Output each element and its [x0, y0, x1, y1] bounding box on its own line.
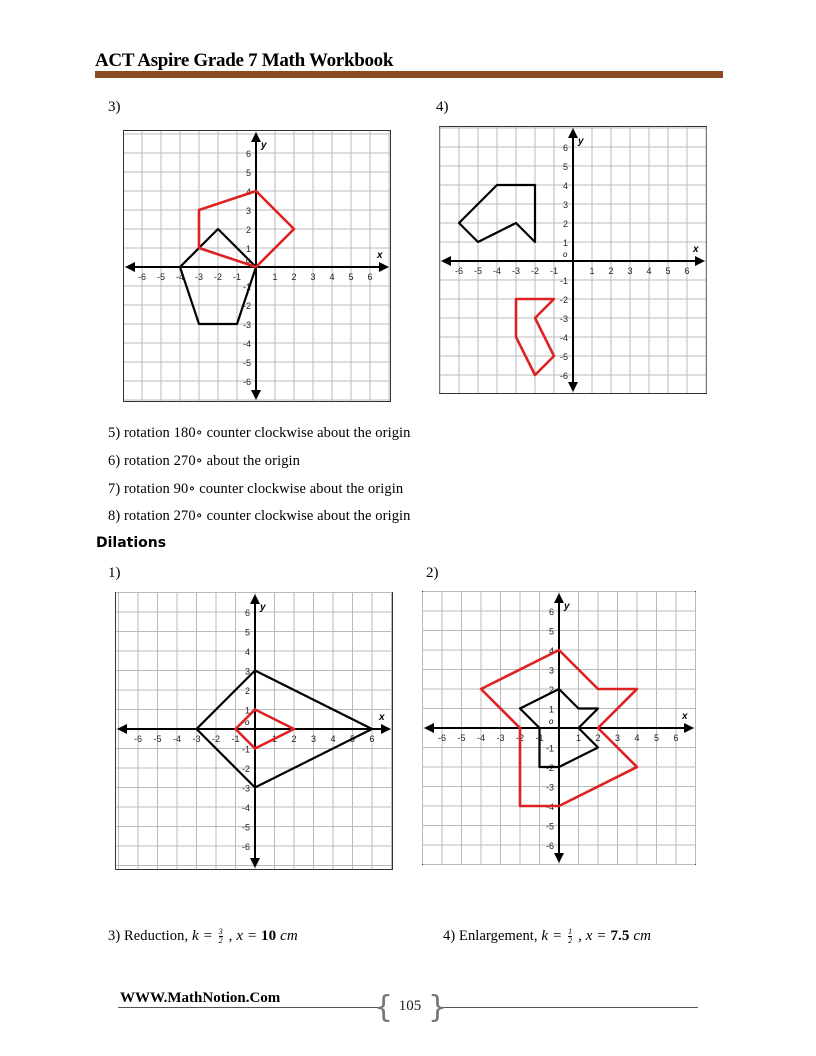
x-tick-label: 4 [329, 272, 335, 282]
x-tick-label: 4 [646, 266, 652, 276]
x-tick-label: 1 [271, 734, 278, 744]
y-axis-label: y [578, 136, 584, 147]
x-tick-label: 1 [272, 272, 278, 282]
y-tick-label: -2 [545, 763, 554, 773]
x-tick-label: -5 [457, 733, 466, 743]
y-tick-label: 6 [245, 149, 251, 159]
x-tick-label: 2 [291, 272, 297, 282]
y-tick-label: 3 [245, 206, 251, 216]
origin-label: o [563, 250, 568, 259]
graph-dilation-1 [115, 592, 393, 870]
y-tick-label: 4 [244, 647, 250, 657]
graph-dilation-2 [422, 591, 696, 865]
y-axis-label: y [261, 140, 267, 151]
x-axis-label: x [682, 711, 688, 722]
x-tick-label: 1 [575, 733, 582, 743]
y-tick-label: 1 [562, 238, 568, 248]
x-tick-label: 6 [367, 272, 373, 282]
y-tick-label: -3 [242, 320, 251, 330]
x-tick-label: 5 [348, 272, 354, 282]
x-tick-label: -2 [515, 733, 525, 743]
x-tick-label: 4 [330, 734, 336, 744]
y-tick-label: 3 [562, 200, 568, 210]
dilation-q3-x: , x = [228, 928, 258, 944]
answer-8: 8) rotation 270∘ counter clockwise about the origin [108, 508, 411, 524]
x-tick-label: -1 [549, 266, 559, 276]
y-tick-label: -5 [559, 352, 568, 362]
right-brace-icon: } [428, 990, 448, 1025]
dilation-q4-k: k = [541, 928, 563, 944]
x-tick-label: 5 [653, 733, 660, 743]
origin-label: o [246, 256, 251, 265]
left-brace-icon: { [374, 990, 394, 1025]
x-axis-label: x [693, 244, 699, 255]
footer-website: WWW.MathNotion.Com [120, 990, 281, 1006]
answer-5: 5) rotation 180∘ counter clockwise about the origin [108, 425, 411, 441]
dilation-q3-prefix: 3) Reduction, [108, 928, 189, 944]
y-tick-label: 6 [548, 607, 554, 617]
y-tick-label: 4 [548, 646, 554, 656]
y-tick-label: -4 [559, 333, 568, 343]
x-tick-label: 2 [608, 266, 614, 276]
y-tick-label: -2 [559, 295, 568, 305]
y-tick-label: -6 [545, 841, 554, 851]
dilation-1-label: 1) [108, 565, 121, 581]
dilation-q3-unit: cm [280, 928, 298, 944]
y-tick-label: 5 [562, 162, 568, 172]
y-tick-label: -2 [242, 301, 251, 311]
x-tick-label: -4 [172, 734, 182, 744]
x-tick-label: 1 [589, 266, 595, 276]
x-tick-label: 3 [310, 734, 317, 744]
dilation-q4-prefix: 4) Enlargement, [443, 928, 538, 944]
x-tick-label: -6 [133, 734, 143, 744]
question-3-label: 3) [108, 99, 121, 115]
page-number: 105 [398, 998, 422, 1014]
dilation-q4-x: , x = [578, 928, 607, 944]
y-tick-label: 6 [562, 143, 568, 153]
header-rule [95, 71, 723, 78]
y-tick-label: -1 [559, 276, 568, 286]
y-tick-label: -3 [545, 782, 554, 793]
y-tick-label: 3 [548, 665, 554, 676]
y-tick-label: 2 [548, 685, 554, 695]
y-tick-label: -4 [241, 803, 250, 813]
x-tick-label: 5 [349, 734, 356, 744]
x-tick-label: 6 [369, 734, 375, 744]
y-tick-label: -2 [241, 764, 250, 774]
y-tick-label: 5 [244, 627, 250, 638]
x-tick-label: -5 [473, 266, 483, 276]
x-tick-label: 2 [291, 734, 297, 744]
graph-question-4 [439, 126, 707, 394]
x-tick-label: -2 [211, 734, 221, 744]
x-tick-label: -6 [437, 733, 447, 743]
x-tick-label: 3 [310, 272, 316, 282]
x-tick-label: -2 [213, 272, 223, 282]
x-axis-label: x [379, 712, 385, 723]
question-4-label: 4) [436, 99, 449, 115]
answer-6: 6) rotation 270∘ about the origin [108, 453, 301, 469]
dilations-heading: Dilations [96, 535, 167, 551]
x-tick-label: 6 [673, 733, 679, 743]
y-tick-label: -6 [241, 842, 250, 852]
y-tick-label: 2 [245, 225, 251, 235]
dilation-q3-x-value: 10 [261, 928, 277, 944]
y-axis-label: y [260, 602, 266, 613]
y-tick-label: 5 [548, 626, 554, 637]
footer-rule-left [118, 1007, 380, 1008]
dilation-q3-fraction: $\frac{3}{2}$ [218, 927, 223, 946]
y-tick-label: 6 [244, 608, 250, 618]
y-tick-label: 5 [245, 168, 251, 178]
x-tick-label: -1 [535, 733, 544, 743]
x-tick-label: 3 [614, 733, 621, 743]
x-tick-label: 5 [665, 266, 671, 276]
answer-7: 7) rotation 90∘ counter clockwise about the origin [108, 481, 404, 497]
dilation-2-label: 2) [426, 565, 439, 581]
y-tick-label: -4 [242, 339, 251, 349]
x-tick-label: -3 [194, 272, 204, 282]
x-tick-label: -5 [156, 272, 166, 282]
x-axis-label: x [377, 250, 383, 261]
y-axis-label: y [564, 601, 570, 612]
y-tick-label: 1 [245, 244, 251, 254]
x-tick-label: 6 [684, 266, 690, 276]
origin-label: o [549, 717, 554, 726]
x-tick-label: -2 [530, 266, 540, 276]
y-tick-label: -5 [242, 358, 251, 368]
x-tick-label: -1 [232, 272, 242, 282]
dilation-q4-x-value: 7.5 [610, 928, 630, 944]
y-tick-label: 1 [244, 705, 250, 716]
x-tick-label: -5 [153, 734, 162, 744]
x-tick-label: 2 [595, 733, 601, 743]
y-tick-label: -3 [559, 314, 568, 324]
x-tick-label: -4 [175, 272, 185, 282]
y-tick-label: 4 [245, 187, 251, 197]
x-tick-label: -3 [192, 734, 201, 744]
dilation-question-4 [443, 928, 651, 945]
graph-question-3 [123, 130, 391, 402]
y-tick-label: 4 [562, 181, 568, 191]
origin-label: o [245, 718, 250, 727]
y-tick-label: -3 [241, 783, 250, 794]
footer-rule-right [440, 1007, 698, 1008]
page-header-title: ACT Aspire Grade 7 Math Workbook [95, 50, 394, 71]
x-tick-label: -3 [496, 733, 505, 743]
y-tick-label: 1 [548, 704, 554, 715]
y-tick-label: -4 [545, 802, 554, 812]
y-tick-label: -5 [545, 821, 554, 832]
y-tick-label: 2 [562, 219, 568, 229]
x-tick-label: 3 [627, 266, 633, 276]
y-tick-label: 3 [244, 666, 250, 677]
x-tick-label: -4 [476, 733, 486, 743]
y-tick-label: -6 [559, 371, 568, 381]
x-tick-label: -6 [454, 266, 464, 276]
x-tick-label: -4 [492, 266, 502, 276]
dilation-q3-k: k = [191, 928, 213, 944]
dilation-question-3 [108, 928, 298, 945]
x-tick-label: -3 [511, 266, 521, 276]
y-tick-label: -6 [242, 377, 251, 387]
x-tick-label: -1 [231, 734, 240, 744]
dilation-q4-unit: cm [633, 928, 652, 944]
y-tick-label: 2 [244, 686, 250, 696]
dilation-q4-fraction: $\frac{1}{2}$ [568, 927, 573, 946]
y-tick-label: -1 [242, 282, 251, 292]
y-tick-label: -5 [241, 822, 250, 833]
y-tick-label: -1 [241, 744, 250, 755]
x-tick-label: 4 [634, 733, 640, 743]
y-tick-label: -1 [545, 743, 554, 754]
x-tick-label: -6 [137, 272, 147, 282]
